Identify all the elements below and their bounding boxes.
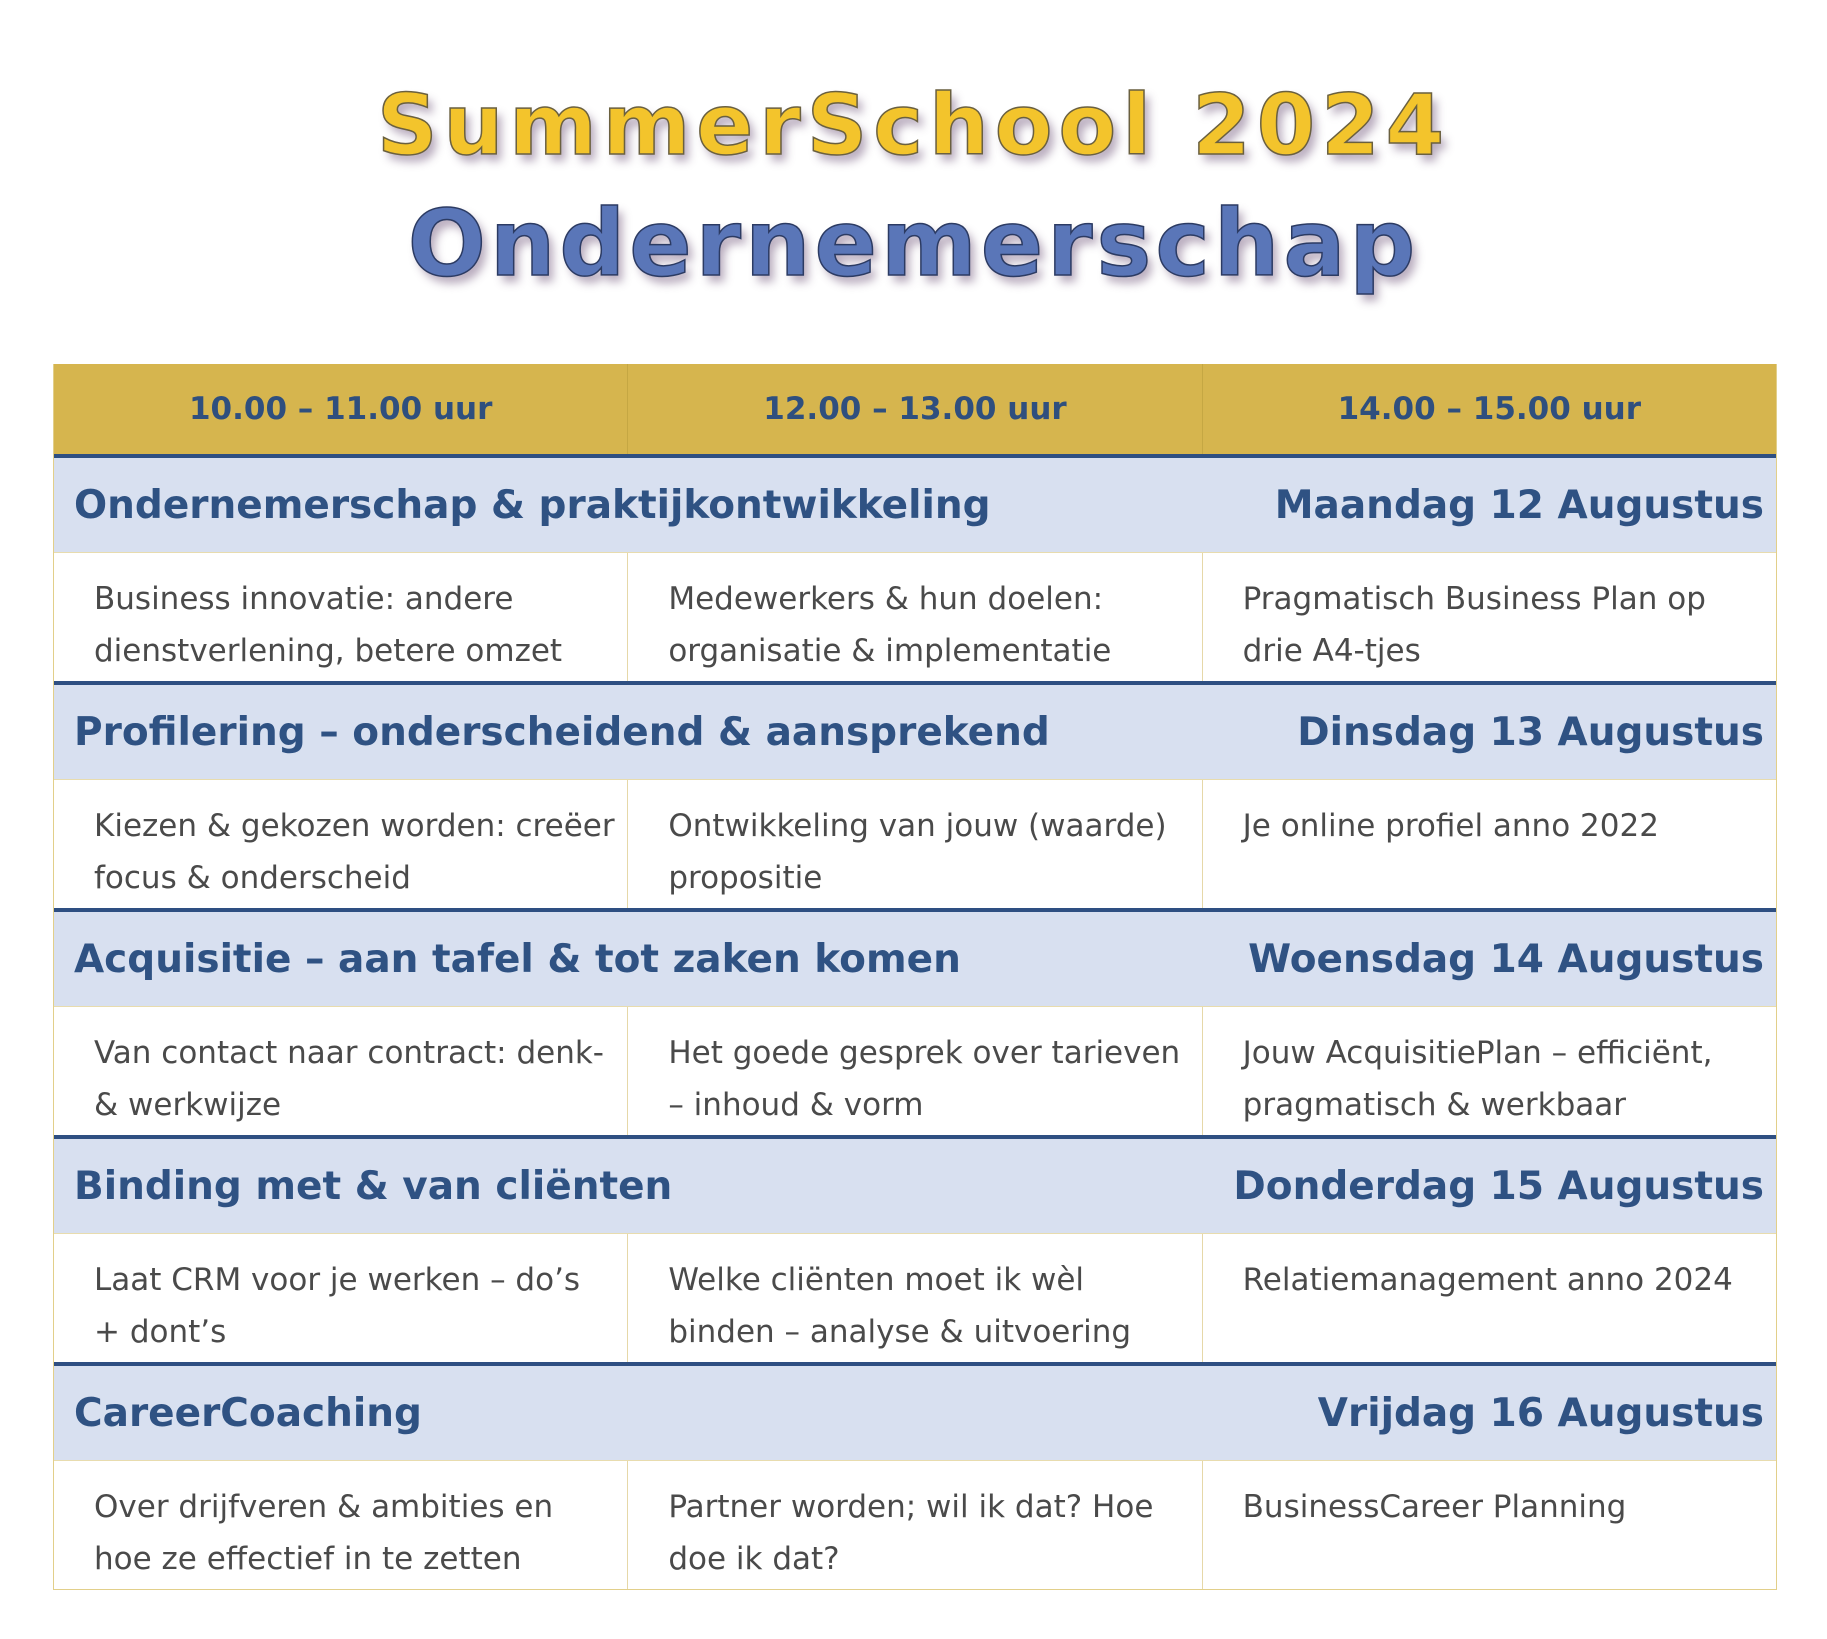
session-cell: Ontwikkeling van jouw (waarde) propositie	[627, 780, 1201, 908]
day-section-thursday	[54, 1135, 1776, 1362]
day-section-wednesday	[54, 908, 1776, 1135]
session-cell: Relatiemanagement anno 2024	[1202, 1234, 1776, 1362]
sessions-row	[54, 780, 1776, 908]
day-band	[54, 1135, 1776, 1234]
session-cell: Laat CRM voor je werken – do’s + dont’s	[94, 1262, 581, 1350]
main-title: SummerSchool 2024	[376, 76, 1451, 174]
session-cell: Partner worden; wil ik dat? Hoe doe ik dat?	[627, 1461, 1201, 1589]
time-slot-3: 14.00 – 15.00 uur	[1202, 364, 1776, 454]
session-cell: BusinessCareer Planning	[1202, 1461, 1776, 1589]
session-cell: Kiezen & gekozen worden: creëer focus & onderscheid	[94, 808, 615, 896]
sessions-row	[54, 553, 1776, 681]
sessions-row	[54, 1007, 1776, 1135]
time-slot-header	[54, 364, 1776, 458]
day-band	[54, 1362, 1776, 1461]
time-slot-2: 12.00 – 13.00 uur	[627, 364, 1201, 454]
subtitle: Ondernemerschap	[407, 190, 1420, 297]
day-band	[54, 908, 1776, 1007]
day-band	[54, 681, 1776, 780]
sessions-row	[54, 1234, 1776, 1362]
session-cell: Over drijfveren & ambities en hoe ze effectief in te zetten	[94, 1489, 554, 1577]
day-date: Woensdag 14 Augustus	[1248, 936, 1764, 982]
day-date: Maandag 12 Augustus	[1274, 482, 1764, 528]
session-cell: Je online profiel anno 2022	[1202, 780, 1776, 908]
session-cell: Business innovatie: andere dienstverlening, betere omzet	[94, 581, 563, 669]
day-section-monday	[54, 458, 1776, 681]
day-band	[54, 458, 1776, 553]
session-cell: Van contact naar contract: denk- & werkwijze	[94, 1035, 604, 1123]
title-block	[0, 70, 1827, 308]
time-slot-1: 10.00 – 11.00 uur	[188, 391, 493, 427]
day-theme: Binding met & van cliënten	[74, 1163, 673, 1209]
day-date: Dinsdag 13 Augustus	[1297, 709, 1764, 755]
schedule-table	[53, 364, 1777, 1590]
session-cell: Jouw AcquisitiePlan – efficiënt, pragmatisch & werkbaar	[1202, 1007, 1776, 1135]
day-theme: Acquisitie – aan tafel & tot zaken komen	[74, 936, 961, 982]
day-theme: Ondernemerschap & praktijkontwikkeling	[74, 482, 991, 528]
session-cell: Het goede gesprek over tarieven – inhoud & vorm	[627, 1007, 1201, 1135]
session-cell: Pragmatisch Business Plan op drie A4-tjes	[1202, 553, 1776, 681]
day-date: Vrijdag 16 Augustus	[1317, 1390, 1764, 1436]
sessions-row	[54, 1461, 1776, 1589]
session-cell: Welke cliënten moet ik wèl binden – analyse & uitvoering	[627, 1234, 1201, 1362]
session-cell: Medewerkers & hun doelen: organisatie & implementatie	[627, 553, 1201, 681]
day-section-tuesday	[54, 681, 1776, 908]
day-theme: CareerCoaching	[74, 1390, 422, 1436]
day-theme: Profilering – onderscheidend & aansprekend	[74, 709, 1050, 755]
day-date: Donderdag 15 Augustus	[1233, 1163, 1764, 1209]
day-section-friday	[54, 1362, 1776, 1589]
